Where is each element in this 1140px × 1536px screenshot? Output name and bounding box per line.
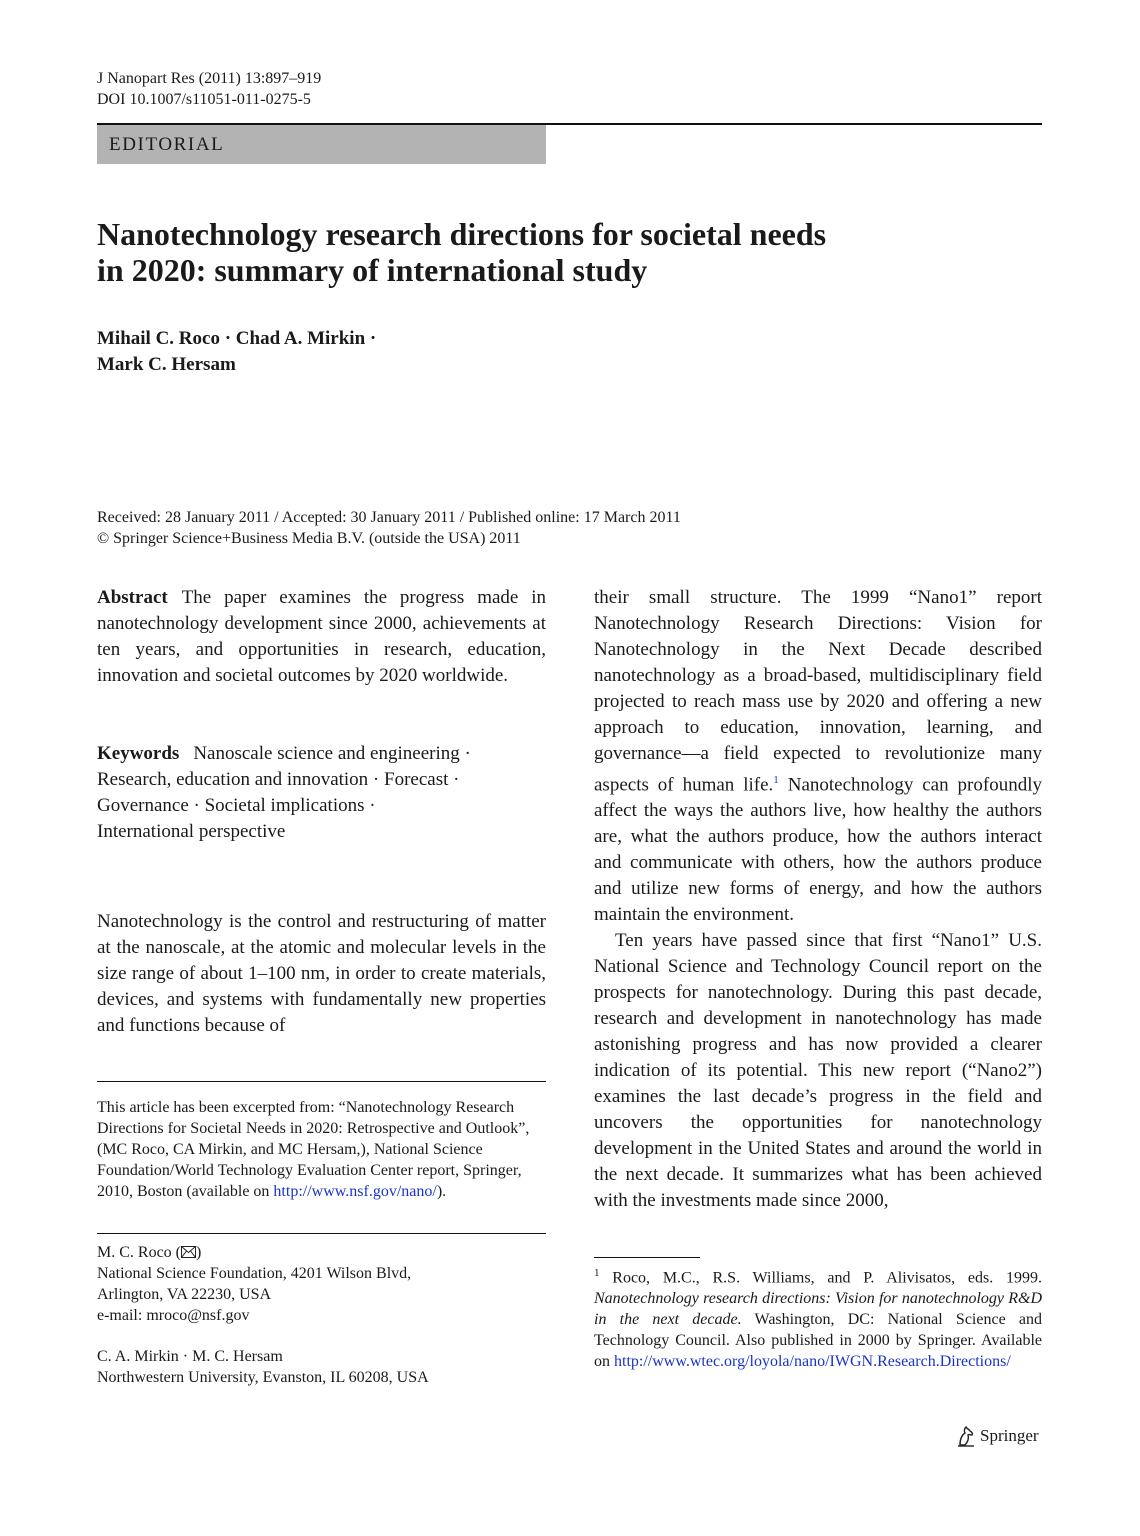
abstract — [97, 585, 546, 689]
keywords — [97, 741, 546, 845]
springer-horse-icon — [956, 1425, 976, 1447]
publisher-name: Springer — [980, 1426, 1039, 1445]
excerpt-note-text: This article has been excerpted from: “Nanotechnology Research Directions for Societal Needs in 2020: Retrospective and Outlook”, (MC Roco, CA Mirkin, and MC Hersam,), National Science Foundation/World Technology Evaluation Center report, Springer, 2010, Boston (available on — [97, 1099, 530, 1200]
keywords-line-4: International perspective — [97, 821, 286, 842]
keywords-line-3: Governance · Societal implications · — [97, 795, 376, 816]
affil-roco-name: M. C. Roco ( — [97, 1244, 181, 1261]
footnote-1 — [594, 1263, 1042, 1372]
affil-roco-line-3: Arlington, VA 22230, USA — [97, 1286, 272, 1303]
footnote-number: 1 — [594, 1267, 600, 1279]
paragraph-1-text-b: Nanotechnology can profoundly affect the ways the authors live, how healthy the authors are, what the authors produce, how the authors interact and communicate with others, how the authors produce and utilize new forms of energy, and how the authors maintain the environment. — [594, 774, 1042, 926]
affil-roco-name-end: ) — [196, 1244, 202, 1261]
journal-citation: J Nanopart Res (2011) 13:897–919 — [97, 70, 322, 87]
dates-line: Received: 28 January 2011 / Accepted: 30 January 2011 / Published online: 17 March 2011 — [97, 509, 681, 526]
affil-2-line-2: Northwestern University, Evanston, IL 60208, USA — [97, 1369, 429, 1386]
keywords-line-2: Research, education and innovation · Forecast · — [97, 769, 460, 790]
body-paragraph-2: Ten years have passed since that first “Nano1” U.S. National Science and Technology Council report on the prospects for nanotechnology. During this past decade, research and development in nanotechnology has made astonishing progress and has now provided a clearer indication of its potential. This new report (“Nano2”) examines the last decade’s progress in the field and uncovers the opportunities for nanotechnology development in the United States and around the world in the next decade. It summarizes what has been achieved with the investments made since 2000, — [594, 930, 1042, 1212]
footnote-text-a: Roco, M.C., R.S. Williams, and P. Alivisatos, eds. 1999. — [599, 1269, 1042, 1287]
body-paragraph-1 — [594, 585, 1042, 928]
publisher-logo — [956, 1424, 1039, 1448]
paragraph-1-text-a: their small structure. The 1999 “Nano1” report Nanotechnology Research Directions: Vision for Nanotechnology in the Next Decade described nanotechnology as a broad-based, multidisciplinary field projected to reach mass use by 2020 and offering a new approach to education, innovation, learning, and governance—a field expected to revolutionize many aspects of human life. — [594, 587, 1042, 796]
wtec-link[interactable]: http://www.wtec.org/loyola/nano/IWGN.Research.Directions/ — [614, 1353, 1011, 1371]
authors-line-2: Mark C. Hersam — [97, 354, 236, 375]
authors-line-1: Mihail C. Roco · Chad A. Mirkin · — [97, 328, 377, 349]
affil-2-line-1: C. A. Mirkin · M. C. Hersam — [97, 1348, 283, 1365]
abstract-label: Abstract — [97, 587, 168, 608]
keywords-label: Keywords — [97, 743, 180, 764]
journal-header — [97, 68, 321, 110]
article-title — [97, 216, 997, 288]
section-label: EDITORIAL — [97, 125, 546, 164]
doi: DOI 10.1007/s11051-011-0275-5 — [97, 91, 311, 108]
footnote-rule-left — [97, 1081, 546, 1082]
title-line-1: Nanotechnology research directions for societal needs — [97, 216, 827, 252]
copyright-line: © Springer Science+Business Media B.V. (outside the USA) 2011 — [97, 530, 521, 547]
envelope-icon[interactable] — [181, 1246, 196, 1258]
nsf-link[interactable]: http://www.nsf.gov/nano/ — [273, 1183, 437, 1200]
excerpt-note — [97, 1097, 549, 1202]
affil-roco-email: e-mail: mroco@nsf.gov — [97, 1307, 250, 1324]
publication-dates — [97, 507, 681, 549]
body-paragraph-left: Nanotechnology is the control and restructuring of matter at the nanoscale, at the atomic and molecular levels in the size range of about 1–100 nm, in order to create materials, devices, and systems with fundamentally new properties and functions because of — [97, 911, 546, 1036]
affiliation-mirkin-hersam — [97, 1346, 557, 1388]
title-line-2: in 2020: summary of international study — [97, 252, 648, 288]
abstract-text: The paper examines the progress made in nanotechnology development since 2000, achievements at ten years, and opportunities in research, education, innovation and societal outcomes by 2020 worldwide. — [97, 587, 546, 686]
excerpt-note-suffix: ). — [436, 1183, 447, 1200]
footnote-rule-right — [594, 1257, 700, 1258]
affiliation-roco — [97, 1242, 557, 1326]
keywords-line-1: Nanoscale science and engineering · — [193, 743, 471, 764]
body-column-right — [594, 585, 1042, 1214]
affil-roco-line-2: National Science Foundation, 4201 Wilson Blvd, — [97, 1265, 412, 1282]
affiliation-rule — [97, 1233, 546, 1234]
footnote-italic-title: Nanotechnology research directions: Vision for nanotechnology R&D in the next decade. — [594, 1290, 1042, 1329]
footnote-text-b: Washington, DC: National Science and Technology Council. Also published in 2000 by Springer. Available on — [594, 1311, 1042, 1371]
author-list — [97, 326, 376, 378]
footnote-ref-1[interactable]: 1 — [773, 774, 779, 786]
